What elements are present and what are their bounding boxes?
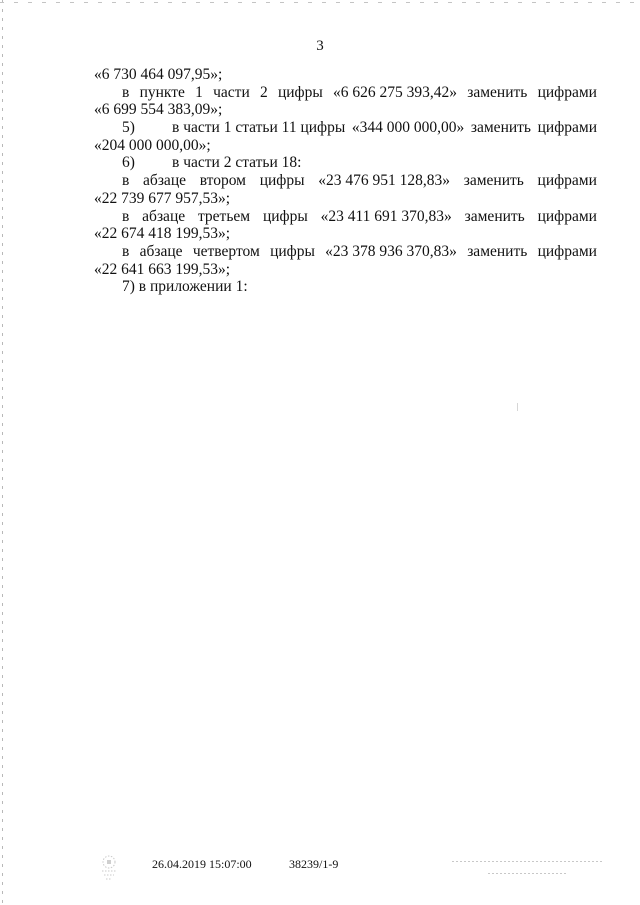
amount-text: «344 000 000,00» [351,119,465,137]
item-5-line [94,119,597,137]
amount-text: «22 674 418 199,53»; [94,225,231,243]
word: цифрами [537,172,597,190]
word: цифры [277,83,323,101]
faint-electronic-signature-mark [452,855,602,881]
word: абзаце [142,207,186,225]
word: цифрами [537,119,597,137]
amount-text: «22 641 663 199,53»; [94,260,231,278]
amount-text: «23 476 951 128,83» [318,172,450,190]
word: третьем [197,207,251,225]
footer [0,853,640,883]
word: заменить [463,172,524,190]
amount-text: «23 411 691 370,83» [320,207,452,225]
para-second-continuation [94,190,597,208]
word: втором [199,172,246,190]
registration-number: 38239/1-9 [289,857,339,871]
word: цифры [262,207,308,225]
word: цифры [259,172,305,190]
item-number: 6) [122,154,135,172]
word: абзаце [139,242,183,260]
item-number: 5) в части 1 статьи 11 цифры [122,119,346,137]
para-third-continuation [94,225,597,243]
para-fourth-line [94,243,597,261]
amount-text: «6 730 464 097,95»; [94,66,223,83]
word: в [122,83,130,101]
word: части [213,83,250,101]
scan-speck [517,403,518,411]
amount-text: «23 378 936 370,83» [325,242,457,260]
word: в [122,207,130,225]
word: 1 [195,83,203,101]
word: 2 [259,83,268,101]
scan-edge-top [0,2,640,3]
word: абзаце [143,172,186,190]
word: цифрами [537,242,597,260]
word: в [122,172,130,190]
scan-edge-left [2,0,3,905]
registration-stamp-icon [96,853,122,881]
item-text: 7) в приложении 1: [122,278,248,296]
word: заменить [467,83,528,101]
body-line-1 [94,66,597,84]
registration-datetime: 26.04.2019 15:07:00 [152,857,252,871]
amount-text: «6 699 554 383,09»; [94,101,223,119]
word: четвертом [192,242,260,260]
item-6-line [94,154,597,172]
word: пункте [139,83,185,101]
document-body [94,66,597,296]
para-fourth-continuation [94,261,597,279]
word: цифрами [537,207,597,225]
word: заменить [470,119,531,137]
amount-text: «22 739 677 957,53»; [94,189,231,207]
page-number: 3 [316,38,324,54]
word: заменить [464,207,525,225]
item-5-continuation [94,137,597,155]
word: в [122,242,130,260]
amount-text: «204 000 000,00»; [94,136,211,154]
body-line-2 [94,84,597,102]
para-second-line [94,172,597,190]
word: заменить [467,242,528,260]
amount-text: «6 626 275 393,42» [333,83,457,101]
body-line-3 [94,101,597,119]
word: цифры [270,242,315,260]
item-7-line [94,278,597,296]
word: цифрами [537,83,597,101]
para-third-line [94,208,597,226]
item-text: в части 2 статьи 18: [172,154,302,172]
